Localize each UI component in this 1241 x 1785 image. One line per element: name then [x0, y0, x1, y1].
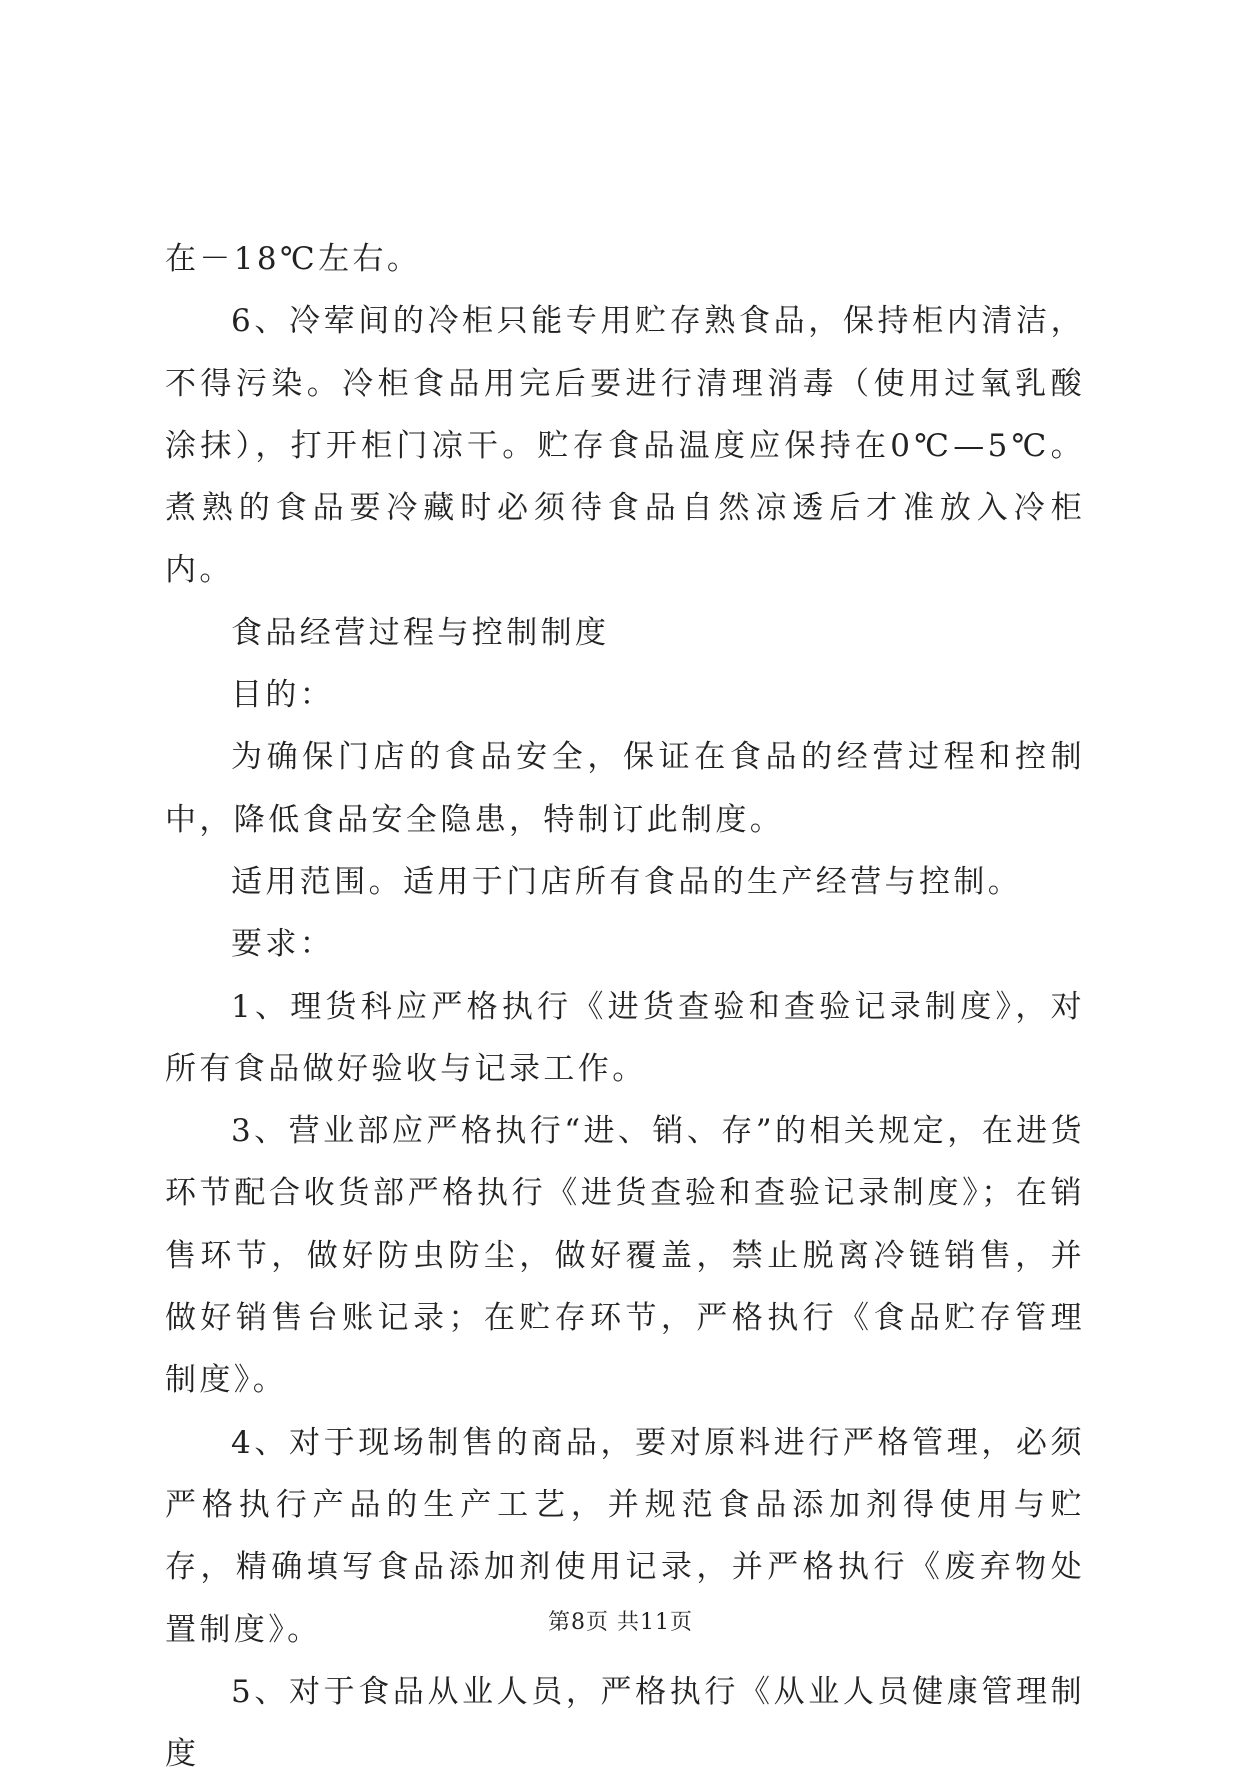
paragraph-continuation: 在－18℃左右。	[165, 241, 422, 277]
scope-paragraph: 适用范围。适用于门店所有食品的生产经营与控制。	[231, 863, 1023, 900]
paragraph-item-3: 3、营业部应严格执行“进、销、存”的相关规定，在进货环节配合收货部严格执行《进货查验和查验记录制度》；在销售环节，做好防虫防尘，做好覆盖，禁止脱离冷链销售，并做好销售台账记录；在贮存环节，严格执行《食品贮存管理制度》。	[165, 1113, 1085, 1399]
requirements-label: 要求：	[231, 926, 335, 963]
purpose-label: 目的：	[231, 677, 335, 714]
paragraph-item-1: 1、理货科应严格执行《进货查验和查验记录制度》，对所有食品做好验收与记录工作。	[165, 988, 1085, 1087]
paragraph-item-6: 6、冷荤间的冷柜只能专用贮存熟食品，保持柜内清洁，不得污染。冷柜食品用完后要进行清理消毒（使用过氧乳酸涂抹），打开柜门凉干。贮存食品温度应保持在0℃—5℃。煮熟的食品要冷藏时必须待食品自然凉透后才准放入冷柜内。	[165, 303, 1085, 589]
paragraph-item-5: 5、对于食品从业人员，严格执行《从业人员健康管理制度	[165, 1673, 1085, 1773]
section-heading: 食品经营过程与控制制度	[231, 614, 610, 651]
page-number-footer: 第8页 共11页	[548, 1610, 693, 1635]
document-body	[165, 228, 1085, 1785]
paragraph-item-4: 4、对于现场制售的商品，要对原料进行严格管理，必须严格执行产品的生产工艺，并规范食品添加剂得使用与贮存，精确填写食品添加剂使用记录，并严格执行《废弃物处置制度》。	[165, 1424, 1085, 1648]
purpose-paragraph: 为确保门店的食品安全，保证在食品的经营过程和控制中，降低食品安全隐患，特制订此制度。	[165, 739, 1085, 838]
